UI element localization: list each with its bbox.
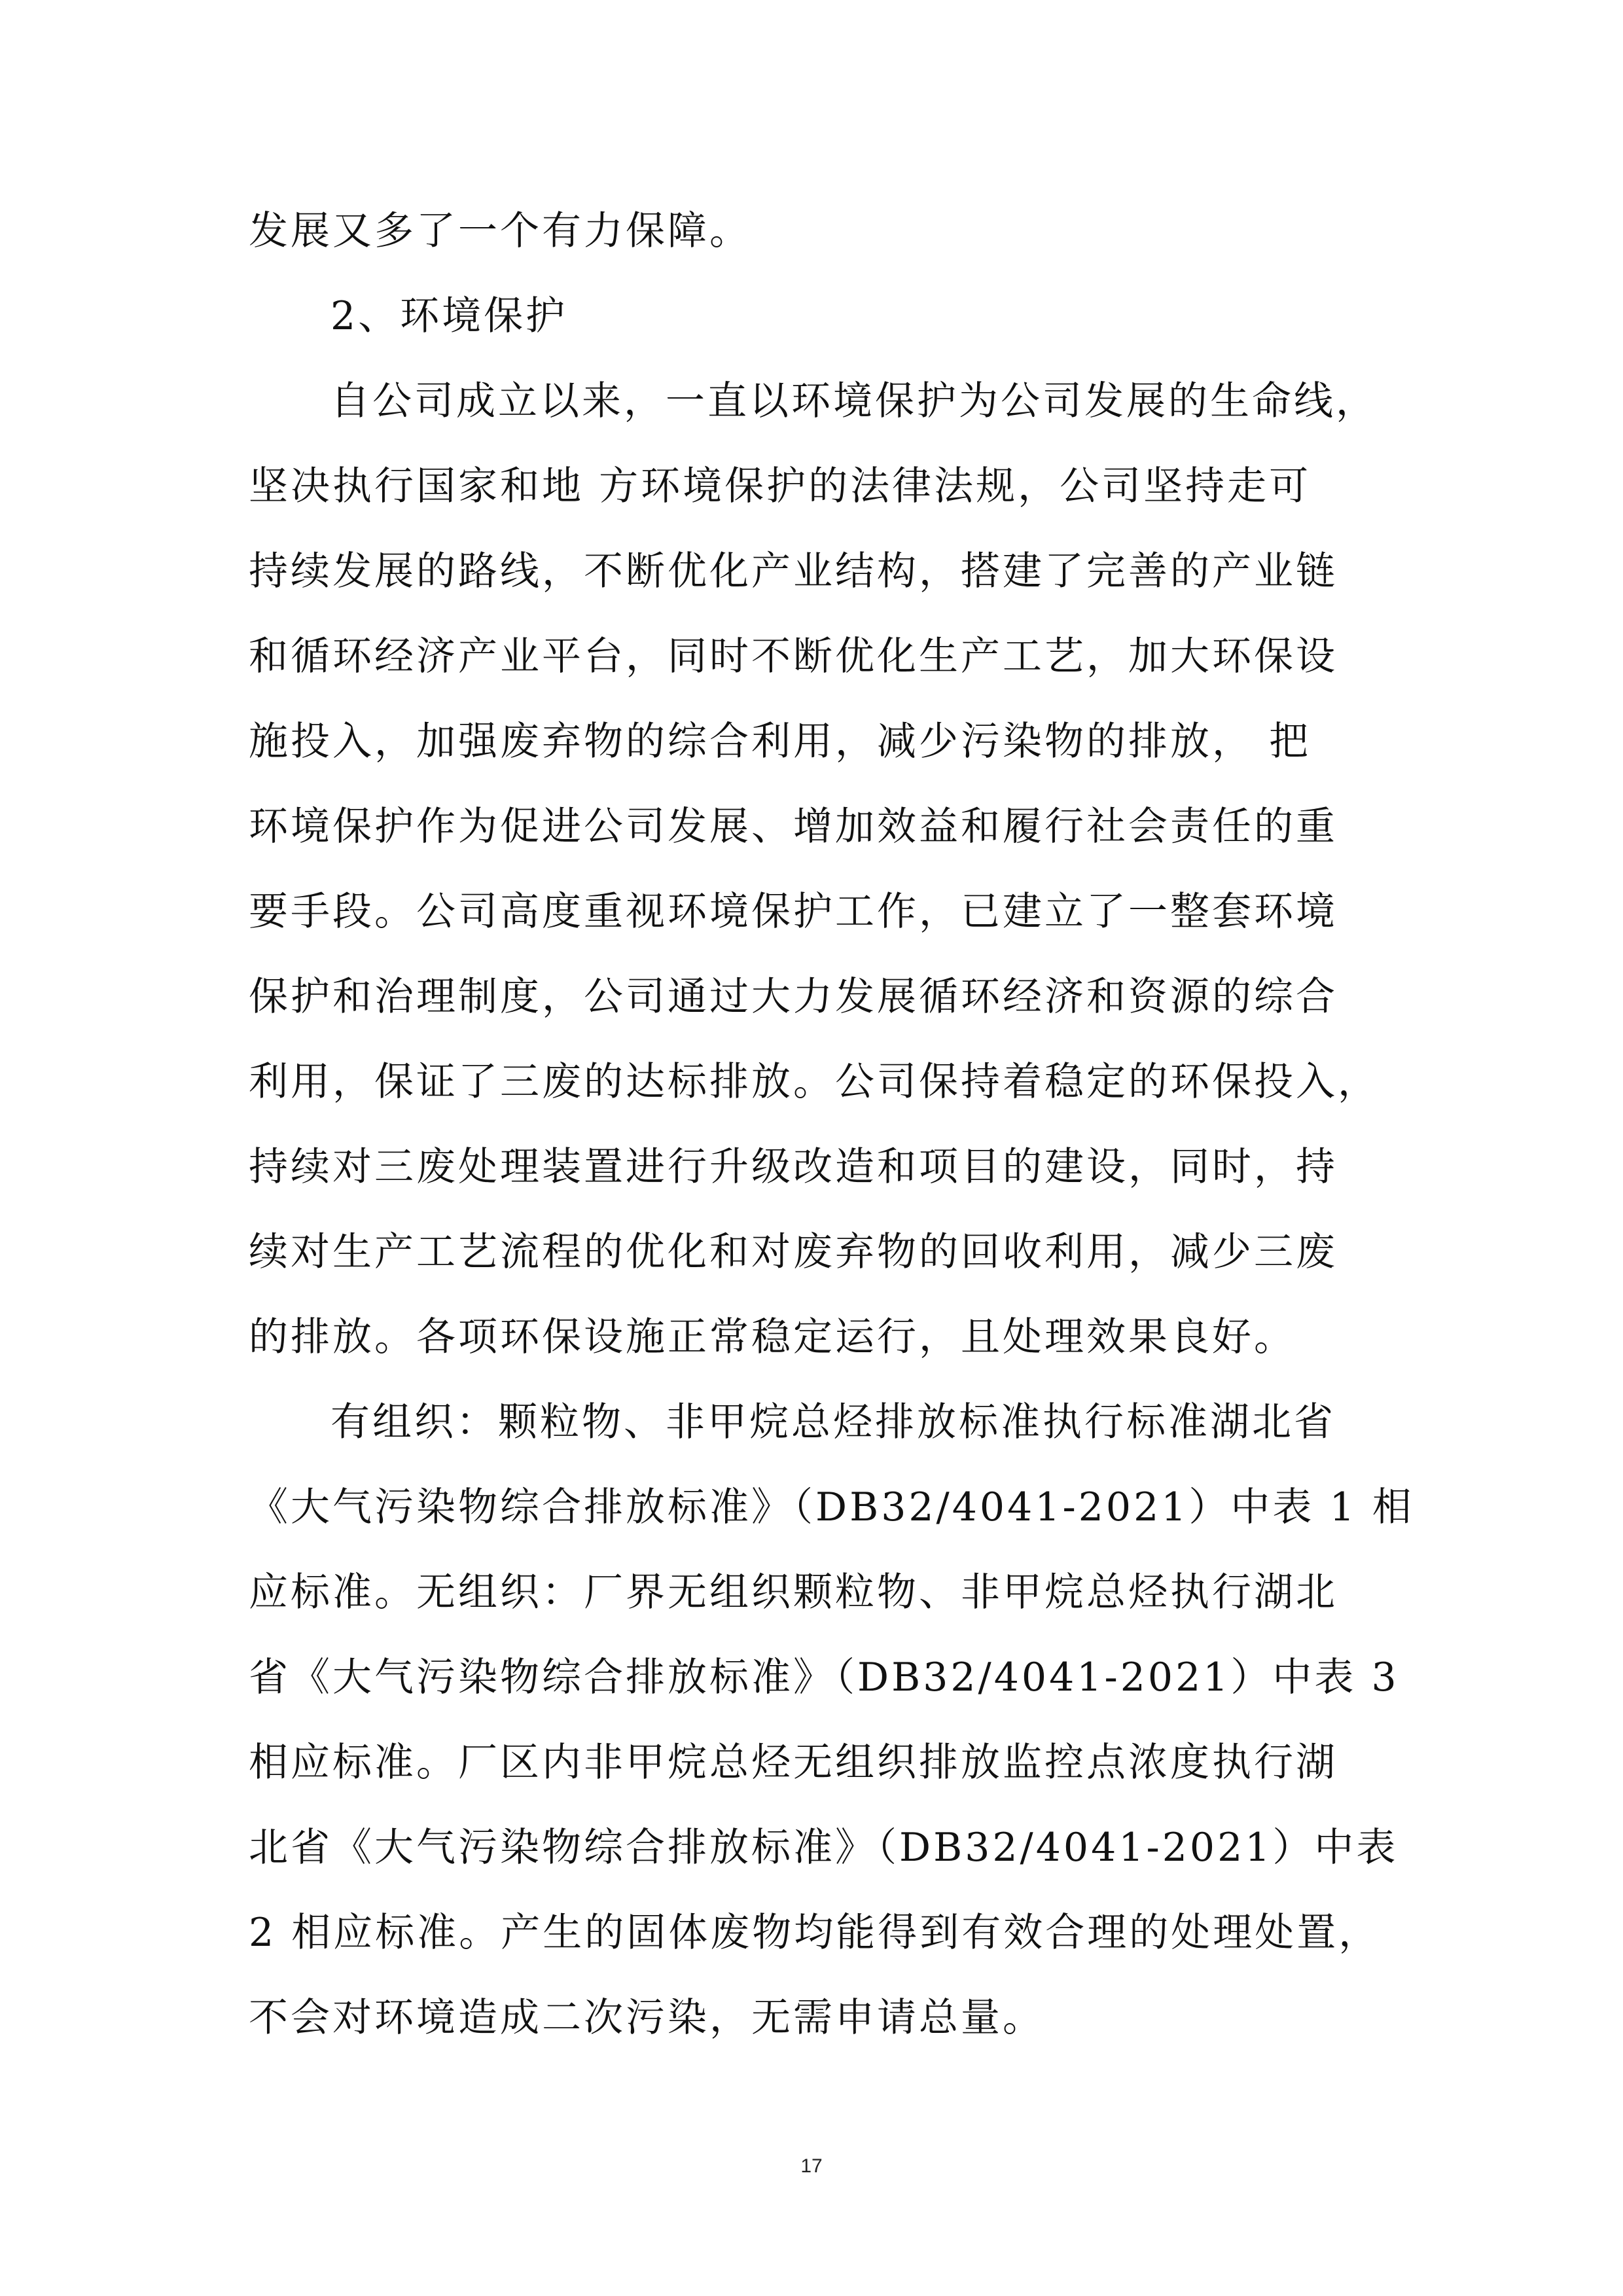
text-line: 环境保护作为促进公司发展、增加效益和履行社会责任的重 — [249, 804, 1338, 850]
text-line: 坚决执行国家和地 方环境保护的法律法规，公司坚持走可 — [249, 463, 1311, 509]
text-line: 2 相应标准。产生的固体废物均能得到有效合理的处理处置， — [249, 1910, 1381, 1956]
text-line: 持续对三废处理装置进行升级改造和项目的建设，同时，持 — [249, 1144, 1338, 1190]
text-line: 《大气污染物综合排放标准》（DB32/4041-2021）中表 1 相 — [249, 1484, 1414, 1530]
text-line: 发展又多了一个有力保障。 — [249, 208, 751, 254]
text-line: 和循环经济产业平台，同时不断优化生产工艺，加大环保设 — [249, 634, 1338, 679]
text-line: 北省《大气污染物综合排放标准》（DB32/4041-2021）中表 — [249, 1825, 1399, 1871]
text-line: 保护和治理制度，公司通过大力发展循环经济和资源的综合 — [249, 974, 1338, 1020]
page-number: 17 — [800, 2155, 823, 2177]
text-line: 不会对环境造成二次污染，无需申请总量。 — [249, 1995, 1044, 2041]
text-line: 相应标准。厂区内非甲烷总烃无组织排放监控点浓度执行湖 — [249, 1740, 1338, 1785]
text-line: 省《大气污染物综合排放标准》（DB32/4041-2021）中表 3 — [249, 1655, 1399, 1700]
section-heading: 2、环境保护 — [330, 293, 568, 339]
text-line: 有组织：颗粒物、非甲烷总烃排放标准执行标准湖北省 — [330, 1399, 1336, 1445]
text-line: 自公司成立以来，一直以环境保护为公司发展的生命线， — [330, 378, 1378, 424]
text-line: 施投入，加强废弃物的综合利用，减少污染物的排放， 把 — [249, 719, 1311, 764]
text-line: 要手段。公司高度重视环境保护工作，已建立了一整套环境 — [249, 889, 1338, 935]
text-line: 利用，保证了三废的达标排放。公司保持着稳定的环保投入， — [249, 1059, 1380, 1105]
text-line: 持续发展的路线，不断优化产业结构，搭建了完善的产业链 — [249, 548, 1338, 594]
text-line: 续对生产工艺流程的优化和对废弃物的回收利用，减少三废 — [249, 1229, 1338, 1275]
text-line: 应标准。无组织：厂界无组织颗粒物、非甲烷总烃执行湖北 — [249, 1570, 1338, 1615]
text-line: 的排放。各项环保设施正常稳定运行，且处理效果良好。 — [249, 1314, 1296, 1360]
